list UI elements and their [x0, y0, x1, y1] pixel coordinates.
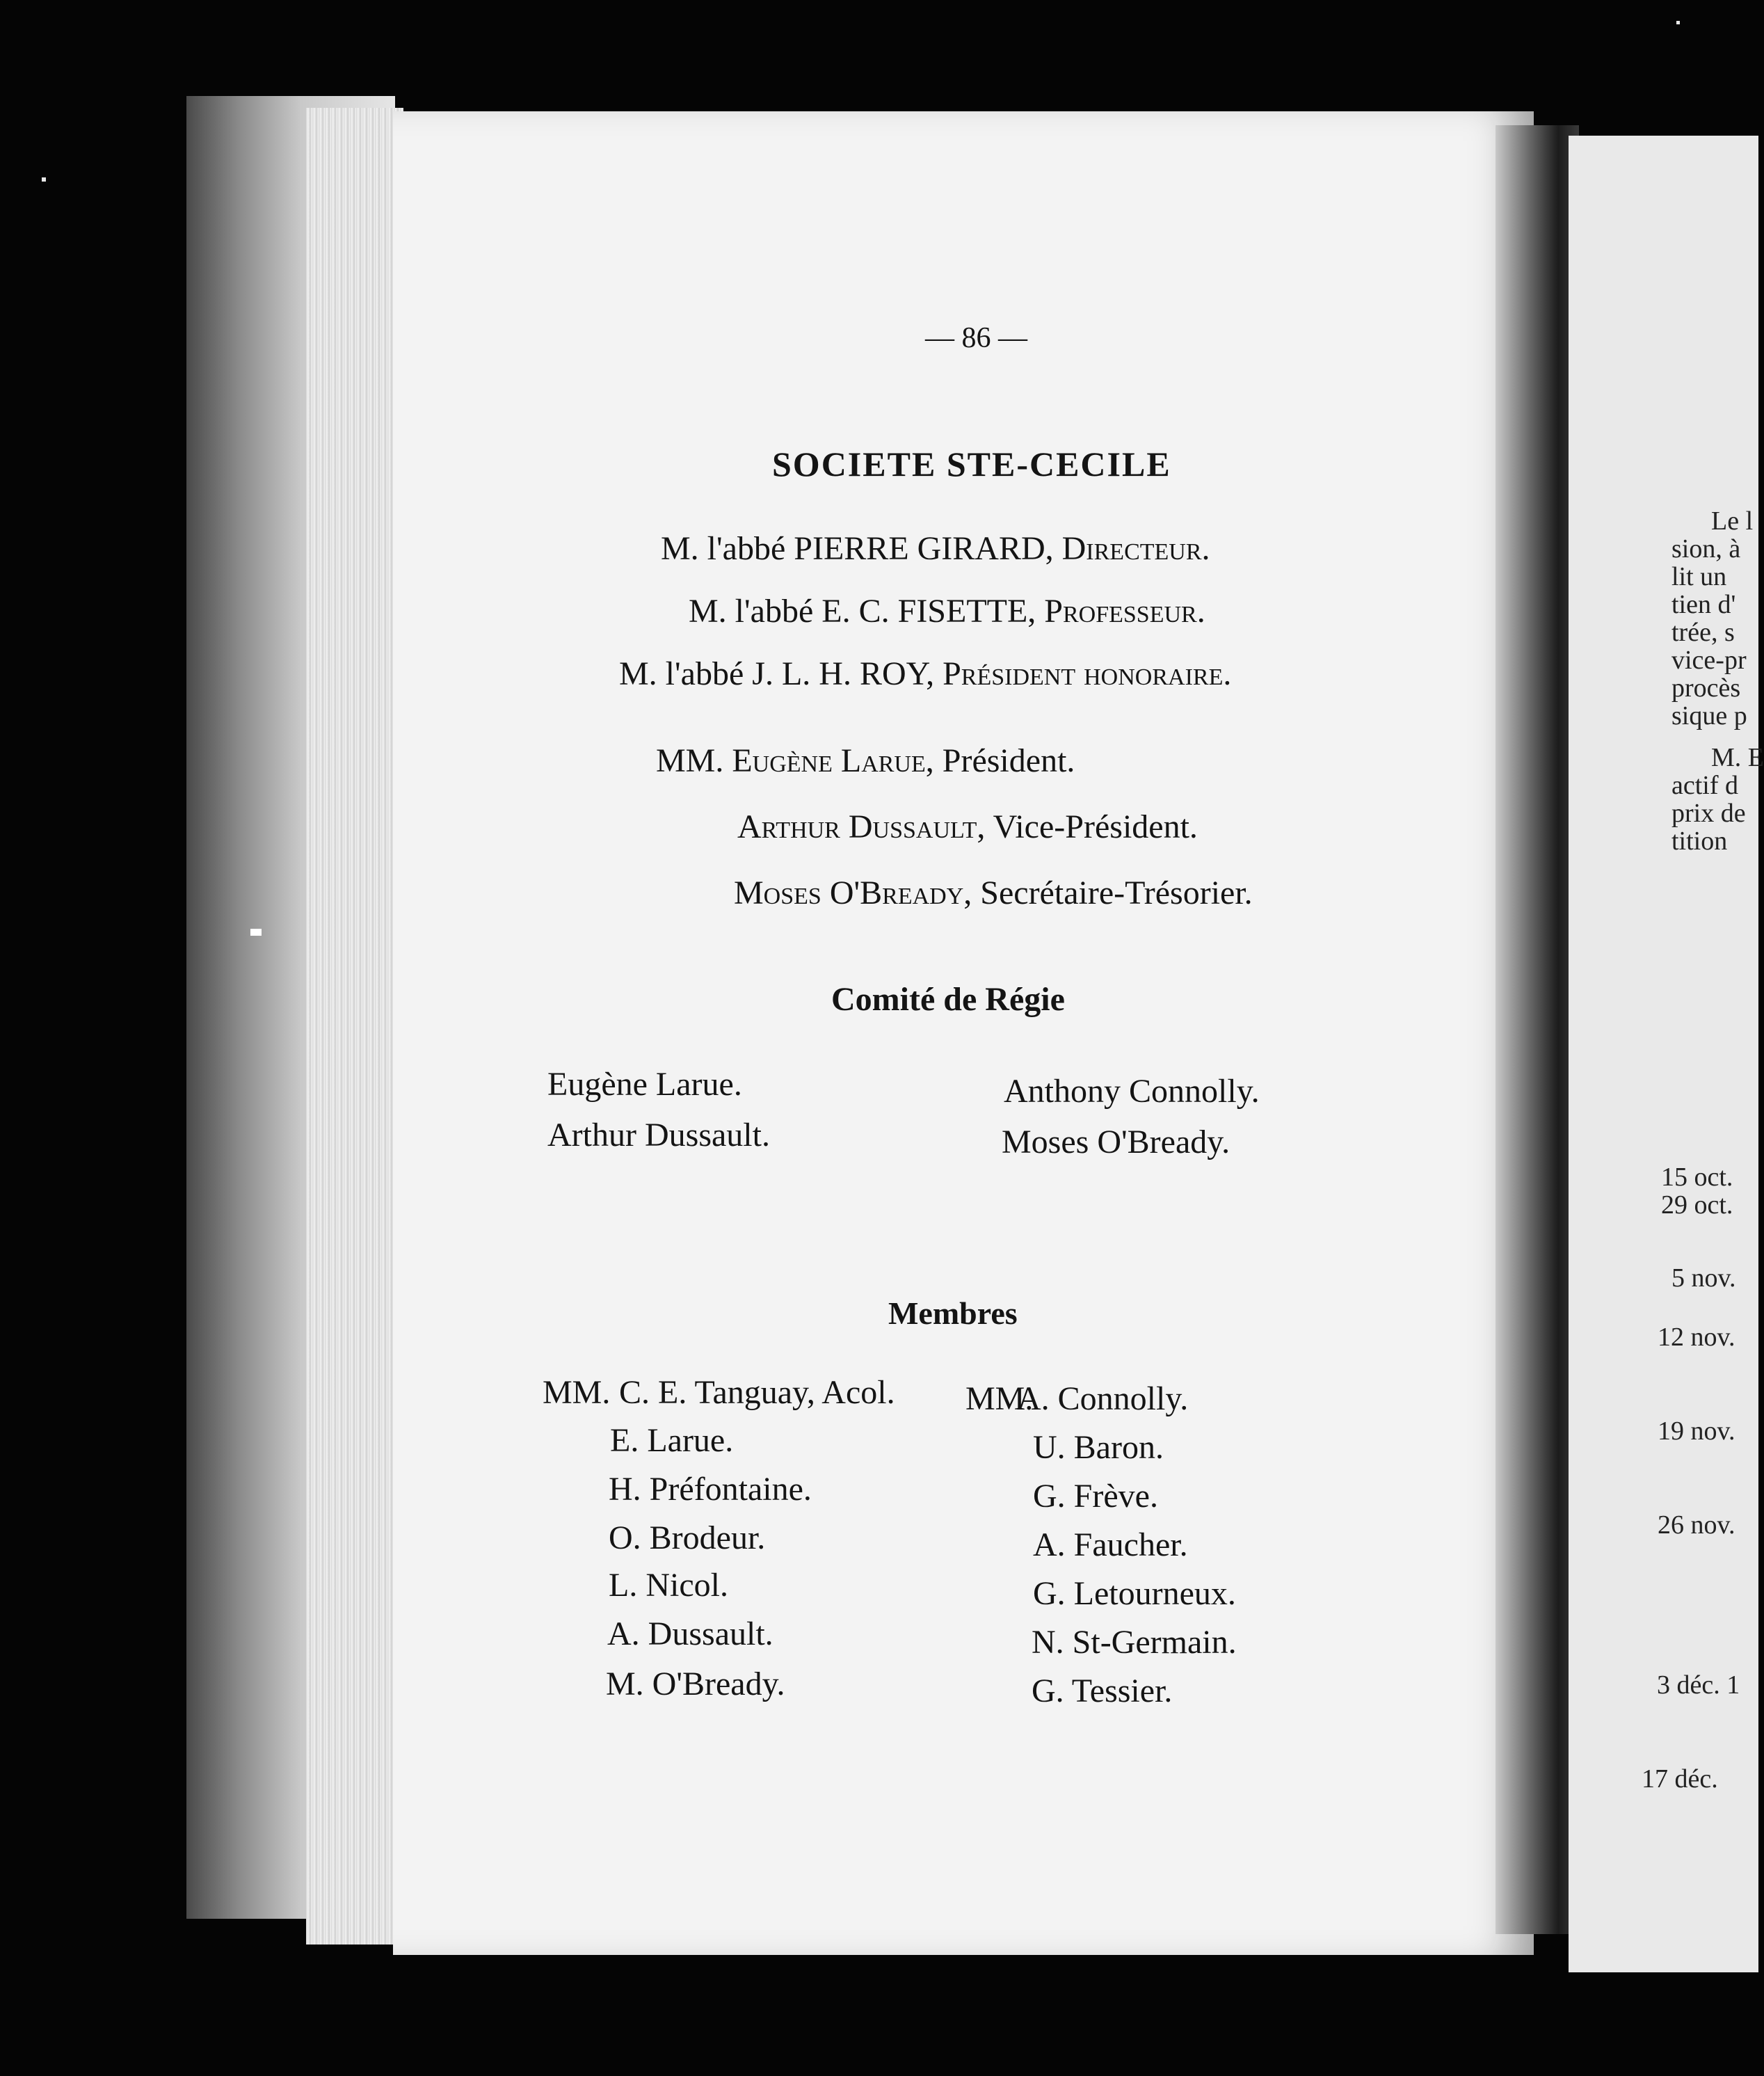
right-page-fragment — [1569, 136, 1764, 1972]
right-page-line: tition — [1671, 827, 1728, 856]
member-entry: H. Préfontaine. — [609, 1471, 812, 1508]
right-page-date: 5 nov. — [1671, 1263, 1736, 1293]
executive-line: Arthur Dussault, Vice-Président. — [737, 808, 1198, 845]
right-page-line: Le l — [1711, 506, 1754, 536]
right-page-date: 29 oct. — [1661, 1190, 1733, 1220]
committee-member: Eugène Larue. — [547, 1066, 742, 1103]
member-entry: A. Dussault. — [607, 1615, 773, 1652]
right-page-line: vice-pr — [1671, 646, 1747, 675]
member-entry: G. Tessier. — [1032, 1672, 1173, 1709]
right-page-date: 15 oct. — [1661, 1163, 1733, 1192]
committee-heading: Comité de Régie — [831, 981, 1065, 1018]
member-entry: G. Frève. — [1033, 1478, 1158, 1515]
officer-line: M. l'abbé PIERRE GIRARD, Directeur. — [661, 530, 1210, 567]
society-title: SOCIETE STE-CECILE — [772, 445, 1171, 484]
right-page-date: 17 déc. — [1642, 1764, 1718, 1794]
member-entry: L. Nicol. — [609, 1567, 728, 1604]
officer-line: M. l'abbé E. C. FISETTE, Professeur. — [689, 593, 1205, 630]
committee-member: Arthur Dussault. — [547, 1117, 770, 1153]
member-entry: M. O'Bready. — [606, 1666, 785, 1702]
right-page-date: 3 déc. 1 — [1657, 1670, 1740, 1700]
members-prefix: MM. — [965, 1380, 1034, 1417]
book-gutter — [1496, 125, 1579, 1934]
right-page-line: M. E — [1711, 743, 1764, 772]
executive-line: Moses O'Bready, Secrétaire-Trésorier. — [734, 875, 1253, 911]
right-page-line: procès — [1671, 673, 1741, 703]
page-number: — 86 — — [925, 322, 1027, 354]
right-page-line: sique p — [1671, 701, 1747, 730]
executive-line: MM. Eugène Larue, Président. — [656, 742, 1075, 779]
officer-line: M. l'abbé J. L. H. ROY, Président honoraire. — [619, 655, 1232, 692]
scan-speck — [42, 177, 46, 182]
member-entry: N. St-Germain. — [1032, 1624, 1237, 1661]
right-page-date: 12 nov. — [1658, 1323, 1735, 1352]
member-entry: U. Baron. — [1033, 1429, 1164, 1466]
member-entry: G. Letourneux. — [1033, 1575, 1236, 1612]
member-entry: A. Connolly. — [1017, 1380, 1189, 1417]
members-heading: Membres — [888, 1295, 1018, 1331]
member-entry: O. Brodeur. — [609, 1519, 766, 1556]
right-page-line: actif d — [1671, 771, 1739, 800]
right-page-line: lit un — [1671, 562, 1727, 591]
right-page-line: tien d' — [1671, 590, 1736, 619]
right-page-date: 26 nov. — [1658, 1510, 1735, 1540]
member-entry: C. E. Tanguay, Acol. — [619, 1374, 895, 1411]
committee-member: Anthony Connolly. — [1004, 1073, 1260, 1110]
page-stack-edge — [306, 108, 403, 1945]
scan-speck — [250, 929, 262, 936]
members-prefix: MM. — [543, 1374, 611, 1411]
member-entry: E. Larue. — [610, 1422, 734, 1459]
right-page-line: trée, s — [1671, 618, 1735, 647]
left-page — [393, 111, 1534, 1955]
right-page-line: sion, à — [1671, 534, 1741, 564]
member-entry: A. Faucher. — [1033, 1526, 1188, 1563]
committee-member: Moses O'Bready. — [1002, 1124, 1230, 1160]
right-page-date: 19 nov. — [1658, 1416, 1735, 1446]
right-page-line: prix de — [1671, 799, 1746, 828]
scan-speck — [1676, 21, 1680, 24]
